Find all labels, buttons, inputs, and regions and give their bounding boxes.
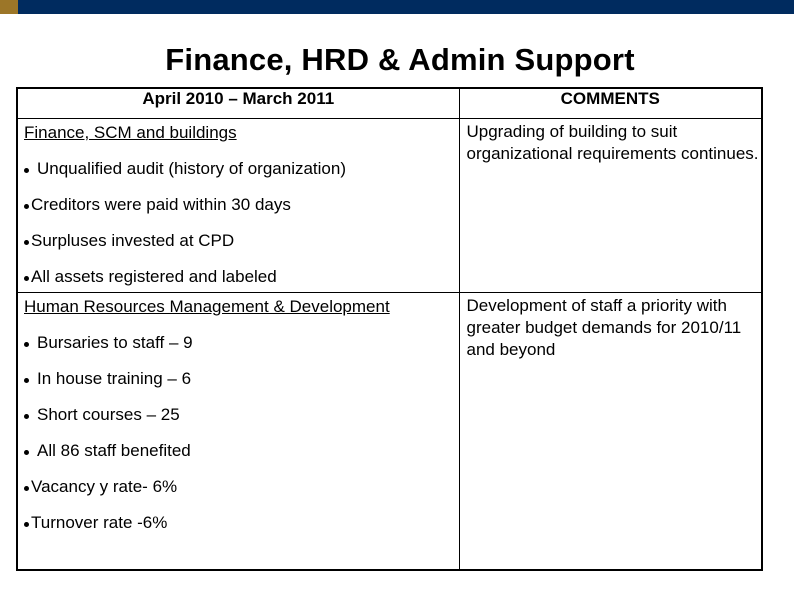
bullet-icon	[24, 204, 29, 209]
bullet-icon	[24, 522, 29, 527]
list-item: Bursaries to staff – 9	[24, 332, 459, 354]
list-item: All assets registered and labeled	[24, 266, 459, 288]
summary-table	[16, 87, 763, 571]
bullet-icon	[24, 342, 29, 347]
bullet-icon	[24, 378, 29, 383]
column-header-comments: COMMENTS	[459, 88, 762, 119]
bullet-icon	[24, 486, 29, 491]
hr-comment-cell	[459, 293, 762, 571]
list-item: Turnover rate -6%	[24, 512, 459, 534]
hr-cell	[17, 293, 459, 571]
header-bar	[0, 0, 794, 14]
section-title: Finance, SCM and buildings	[24, 123, 237, 142]
table-row	[17, 119, 762, 293]
list-item: Vacancy y rate- 6%	[24, 476, 459, 498]
header-accent-block	[0, 0, 18, 14]
bullet-icon	[24, 168, 29, 173]
comment-text: Upgrading of building to suit organizational requirements continues.	[466, 122, 759, 163]
list-item: All 86 staff benefited	[24, 440, 459, 462]
finance-cell	[17, 119, 459, 293]
bullet-icon	[24, 240, 29, 245]
finance-comment-cell	[459, 119, 762, 293]
list-item: Surpluses invested at CPD	[24, 230, 459, 252]
list-item: In house training – 6	[24, 368, 459, 390]
bullet-icon	[24, 414, 29, 419]
section-title: Human Resources Management & Development	[24, 297, 390, 316]
table-row	[17, 293, 762, 571]
list-item: Creditors were paid within 30 days	[24, 194, 459, 216]
slide-title: Finance, HRD & Admin Support	[165, 42, 635, 77]
comment-text: Development of staff a priority with greater budget demands for 2010/11 and beyond	[466, 296, 742, 359]
bullet-icon	[24, 276, 29, 281]
table-header-row	[17, 88, 762, 119]
list-item: Short courses – 25	[24, 404, 459, 426]
bullet-list	[18, 332, 459, 534]
column-header-period: April 2010 – March 2011	[17, 88, 459, 119]
bullet-icon	[24, 450, 29, 455]
list-item: Unqualified audit (history of organization)	[24, 158, 459, 180]
bullet-list	[18, 158, 459, 288]
